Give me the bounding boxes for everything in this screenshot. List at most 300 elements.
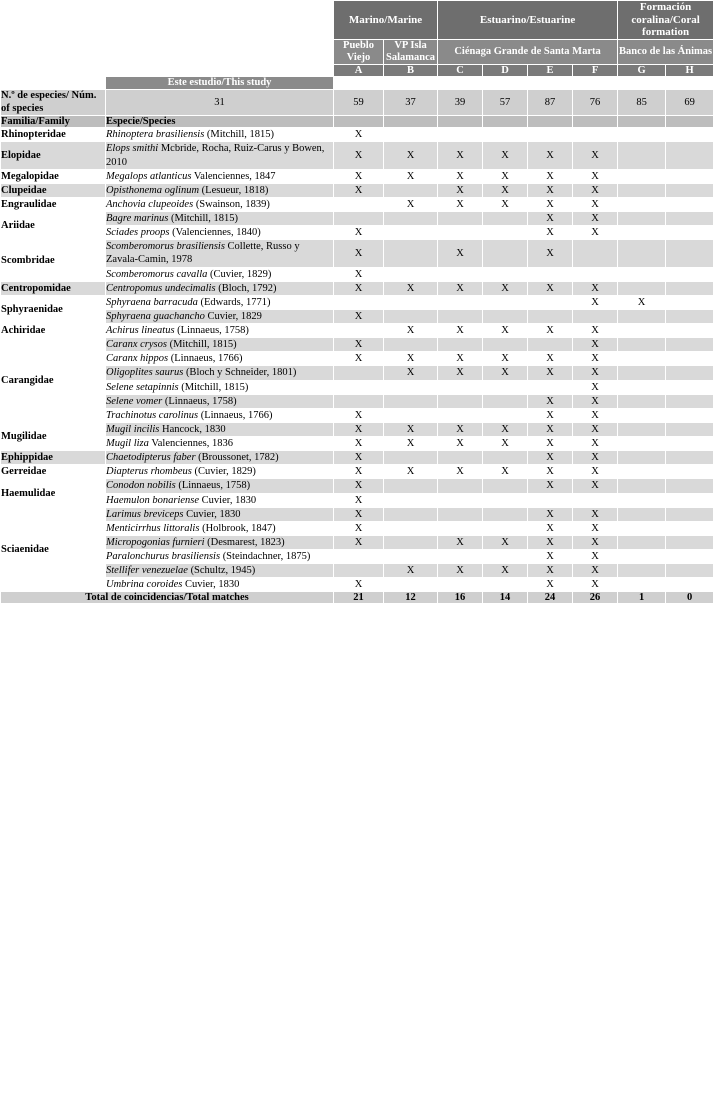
- species-cell: Oligoplites saurus (Bloch y Schneider, 1801): [106, 366, 334, 380]
- mark-cell-h: [666, 422, 713, 436]
- mark-cell-h: [666, 408, 713, 422]
- mark-cell-b: [384, 240, 438, 267]
- species-binomial: Oligoplites saurus: [106, 367, 184, 379]
- header-group-coral: Formación coralina/Coral formation: [618, 1, 713, 40]
- header-letter-g: G: [618, 65, 666, 77]
- mark-cell-h: [666, 507, 713, 521]
- mark-cell-g: [618, 408, 666, 422]
- mark-cell-h: [666, 212, 713, 226]
- family-cell: Carangidae: [1, 338, 106, 423]
- total-d: 14: [483, 592, 528, 604]
- species-binomial: Micropogonias furnieri: [106, 536, 205, 548]
- mark-cell-f: [573, 240, 618, 267]
- mark-cell-d: X: [483, 422, 528, 436]
- mark-cell-f: [573, 493, 618, 507]
- mark-cell-c: [438, 267, 483, 281]
- mark-cell-f: X: [573, 366, 618, 380]
- table-row: [1, 197, 713, 211]
- species-cell: Achirus lineatus (Linnaeus, 1758): [106, 324, 334, 338]
- family-cell: Haemulidae: [1, 479, 106, 507]
- row-column-labels: [1, 116, 713, 128]
- mark-cell-b: X: [384, 465, 438, 479]
- table-row: [1, 295, 713, 309]
- mark-cell-d: [483, 212, 528, 226]
- species-cell: Scomberomorus brasiliensis Collette, Russo y Zavala-Camin, 1978: [106, 240, 334, 267]
- mark-cell-h: [666, 550, 713, 564]
- mark-cell-d: X: [483, 281, 528, 295]
- species-cell: Selene vomer (Linnaeus, 1758): [106, 394, 334, 408]
- species-cell: Paralonchurus brasiliensis (Steindachner, 1875): [106, 550, 334, 564]
- header-corner-blank: [1, 1, 334, 77]
- mark-cell-e: X: [528, 394, 573, 408]
- mark-cell-e: X: [528, 197, 573, 211]
- header-site-banco: Banco de las Ánimas: [618, 39, 713, 64]
- mark-cell-b: [384, 507, 438, 521]
- mark-cell-d: X: [483, 437, 528, 451]
- species-binomial: Chaetodipterus faber: [106, 452, 196, 464]
- mark-cell-f: X: [573, 535, 618, 549]
- mark-cell-g: [618, 183, 666, 197]
- mark-cell-b: [384, 128, 438, 142]
- mark-cell-b: [384, 408, 438, 422]
- this-study-blank-right: [334, 77, 713, 90]
- species-binomial: Diapterus rhombeus: [106, 466, 192, 478]
- mark-cell-c: [438, 212, 483, 226]
- mark-cell-c: X: [438, 422, 483, 436]
- mark-cell-a: X: [334, 451, 384, 465]
- table-row: [1, 507, 713, 521]
- mark-cell-h: [666, 493, 713, 507]
- mark-cell-h: [666, 578, 713, 592]
- mark-cell-b: [384, 267, 438, 281]
- table-row: [1, 309, 713, 323]
- mark-cell-h: [666, 535, 713, 549]
- mark-cell-c: [438, 493, 483, 507]
- mark-cell-c: [438, 338, 483, 352]
- column-label-blank-e: [528, 116, 573, 128]
- mark-cell-b: [384, 183, 438, 197]
- column-label-family: Familia/Family: [1, 116, 106, 128]
- mark-cell-e: X: [528, 212, 573, 226]
- mark-cell-g: [618, 240, 666, 267]
- family-cell: Sciaenidae: [1, 507, 106, 592]
- header-group-marine: Marino/Marine: [334, 1, 438, 40]
- mark-cell-h: [666, 169, 713, 183]
- mark-cell-e: X: [528, 422, 573, 436]
- mark-cell-e: X: [528, 169, 573, 183]
- mark-cell-e: X: [528, 240, 573, 267]
- mark-cell-a: X: [334, 142, 384, 169]
- table-row: [1, 422, 713, 436]
- mark-cell-e: X: [528, 226, 573, 240]
- mark-cell-a: X: [334, 507, 384, 521]
- mark-cell-a: X: [334, 309, 384, 323]
- mark-cell-c: X: [438, 465, 483, 479]
- mark-cell-f: X: [573, 507, 618, 521]
- table-row: [1, 550, 713, 564]
- mark-cell-h: [666, 197, 713, 211]
- mark-cell-f: X: [573, 564, 618, 578]
- header-letter-h: H: [666, 65, 713, 77]
- total-h: 0: [666, 592, 713, 604]
- mark-cell-h: [666, 183, 713, 197]
- mark-cell-a: [334, 394, 384, 408]
- mark-cell-e: X: [528, 578, 573, 592]
- mark-cell-c: X: [438, 169, 483, 183]
- mark-cell-h: [666, 521, 713, 535]
- species-binomial: Conodon nobilis: [106, 480, 176, 492]
- species-binomial: Trachinotus carolinus: [106, 409, 199, 421]
- table-row: [1, 521, 713, 535]
- header-this-study: Este estudio/This study: [106, 77, 334, 90]
- mark-cell-a: X: [334, 422, 384, 436]
- mark-cell-d: [483, 380, 528, 394]
- mark-cell-d: [483, 128, 528, 142]
- mark-cell-a: [334, 564, 384, 578]
- mark-cell-b: [384, 493, 438, 507]
- table-row: [1, 366, 713, 380]
- mark-cell-f: X: [573, 422, 618, 436]
- table-row: [1, 465, 713, 479]
- mark-cell-e: X: [528, 521, 573, 535]
- mark-cell-e: X: [528, 408, 573, 422]
- species-cell: Sphyraena barracuda (Edwards, 1771): [106, 295, 334, 309]
- mark-cell-c: [438, 521, 483, 535]
- mark-cell-g: [618, 465, 666, 479]
- table-row: [1, 281, 713, 295]
- mark-cell-a: X: [334, 169, 384, 183]
- species-binomial: Selene setapinnis: [106, 381, 179, 393]
- mark-cell-c: [438, 507, 483, 521]
- mark-cell-h: [666, 128, 713, 142]
- table-row: [1, 535, 713, 549]
- mark-cell-f: X: [573, 451, 618, 465]
- mark-cell-d: [483, 451, 528, 465]
- mark-cell-g: [618, 493, 666, 507]
- num-species-this-study: 31: [106, 90, 334, 116]
- total-b: 12: [384, 592, 438, 604]
- mark-cell-e: X: [528, 550, 573, 564]
- total-g: 1: [618, 592, 666, 604]
- mark-cell-d: [483, 267, 528, 281]
- mark-cell-f: X: [573, 550, 618, 564]
- mark-cell-b: X: [384, 352, 438, 366]
- mark-cell-f: X: [573, 408, 618, 422]
- table-row: [1, 564, 713, 578]
- this-study-blank-left: [1, 77, 106, 90]
- mark-cell-f: X: [573, 352, 618, 366]
- mark-cell-a: X: [334, 493, 384, 507]
- header-letter-d: D: [483, 65, 528, 77]
- total-f: 26: [573, 592, 618, 604]
- mark-cell-g: [618, 507, 666, 521]
- species-cell: Centropomus undecimalis (Bloch, 1792): [106, 281, 334, 295]
- mark-cell-g: [618, 380, 666, 394]
- mark-cell-a: X: [334, 535, 384, 549]
- family-cell: Engraulidae: [1, 197, 106, 211]
- species-binomial: Opisthonema oglinum: [106, 184, 200, 196]
- table-row: [1, 352, 713, 366]
- species-cell: Menticirrhus littoralis (Holbrook, 1847): [106, 521, 334, 535]
- mark-cell-f: X: [573, 169, 618, 183]
- mark-cell-a: X: [334, 408, 384, 422]
- mark-cell-g: [618, 197, 666, 211]
- table-footer: [1, 592, 713, 604]
- family-cell: Gerreidae: [1, 465, 106, 479]
- species-binomial: Mugil incilis: [106, 423, 160, 435]
- total-label: Total de coincidencias/Total matches: [1, 592, 334, 604]
- mark-cell-c: [438, 408, 483, 422]
- mark-cell-b: [384, 535, 438, 549]
- family-cell: Rhinopteridae: [1, 128, 106, 142]
- mark-cell-g: [618, 212, 666, 226]
- mark-cell-h: [666, 338, 713, 352]
- mark-cell-h: [666, 226, 713, 240]
- mark-cell-c: X: [438, 366, 483, 380]
- mark-cell-c: X: [438, 142, 483, 169]
- mark-cell-g: [618, 550, 666, 564]
- mark-cell-h: [666, 564, 713, 578]
- family-cell: Elopidae: [1, 142, 106, 169]
- mark-cell-e: [528, 493, 573, 507]
- table-row: [1, 380, 713, 394]
- species-binomial: Mugil liza: [106, 438, 149, 450]
- mark-cell-e: X: [528, 352, 573, 366]
- mark-cell-h: [666, 267, 713, 281]
- mark-cell-f: X: [573, 465, 618, 479]
- mark-cell-d: X: [483, 465, 528, 479]
- mark-cell-h: [666, 352, 713, 366]
- mark-cell-c: X: [438, 535, 483, 549]
- mark-cell-c: X: [438, 564, 483, 578]
- header-letter-a: A: [334, 65, 384, 77]
- mark-cell-a: [334, 550, 384, 564]
- mark-cell-d: X: [483, 142, 528, 169]
- mark-cell-d: [483, 521, 528, 535]
- mark-cell-b: [384, 451, 438, 465]
- mark-cell-f: X: [573, 281, 618, 295]
- mark-cell-a: [334, 295, 384, 309]
- table-row: [1, 128, 713, 142]
- mark-cell-b: X: [384, 169, 438, 183]
- mark-cell-d: [483, 408, 528, 422]
- mark-cell-c: [438, 128, 483, 142]
- mark-cell-g: [618, 352, 666, 366]
- mark-cell-d: X: [483, 366, 528, 380]
- column-label-blank-c: [438, 116, 483, 128]
- row-num-species: [1, 90, 713, 116]
- mark-cell-a: [334, 366, 384, 380]
- table-row: [1, 394, 713, 408]
- species-binomial: Centropomus undecimalis: [106, 282, 216, 294]
- mark-cell-h: [666, 465, 713, 479]
- mark-cell-f: X: [573, 212, 618, 226]
- table-row: [1, 169, 713, 183]
- mark-cell-g: [618, 521, 666, 535]
- mark-cell-g: [618, 338, 666, 352]
- species-cell: Bagre marinus (Mitchill, 1815): [106, 212, 334, 226]
- header-row-groups: [1, 1, 713, 40]
- mark-cell-a: [334, 324, 384, 338]
- mark-cell-a: X: [334, 338, 384, 352]
- mark-cell-h: [666, 394, 713, 408]
- table-row: [1, 451, 713, 465]
- species-cell: Megalops atlanticus Valenciennes, 1847: [106, 169, 334, 183]
- family-cell: Megalopidae: [1, 169, 106, 183]
- mark-cell-c: [438, 578, 483, 592]
- mark-cell-c: [438, 226, 483, 240]
- mark-cell-e: [528, 295, 573, 309]
- mark-cell-b: [384, 394, 438, 408]
- family-cell: Achiridae: [1, 324, 106, 338]
- species-binomial: Sphyraena barracuda: [106, 296, 198, 308]
- table-row: [1, 212, 713, 226]
- mark-cell-d: [483, 309, 528, 323]
- mark-cell-a: X: [334, 479, 384, 493]
- mark-cell-f: [573, 309, 618, 323]
- column-label-blank-f: [573, 116, 618, 128]
- mark-cell-f: X: [573, 338, 618, 352]
- mark-cell-a: X: [334, 521, 384, 535]
- mark-cell-h: [666, 309, 713, 323]
- species-binomial: Sphyraena guachancho: [106, 310, 205, 322]
- mark-cell-c: [438, 295, 483, 309]
- column-label-blank-a: [334, 116, 384, 128]
- species-cell: Elops smithi Mcbride, Rocha, Ruiz-Carus y Bowen, 2010: [106, 142, 334, 169]
- mark-cell-g: [618, 128, 666, 142]
- mark-cell-g: [618, 479, 666, 493]
- species-binomial: Caranx hippos: [106, 353, 169, 365]
- species-cell: Micropogonias furnieri (Desmarest, 1823): [106, 535, 334, 549]
- mark-cell-c: [438, 309, 483, 323]
- mark-cell-a: [334, 197, 384, 211]
- mark-cell-d: X: [483, 183, 528, 197]
- table-row: [1, 479, 713, 493]
- mark-cell-c: X: [438, 183, 483, 197]
- header-site-vp-isla-salamanca-b: VP Isla Salamanca: [384, 39, 438, 64]
- mark-cell-g: [618, 366, 666, 380]
- mark-cell-g: [618, 535, 666, 549]
- mark-cell-e: [528, 309, 573, 323]
- mark-cell-d: X: [483, 197, 528, 211]
- header-letter-c: C: [438, 65, 483, 77]
- mark-cell-e: X: [528, 564, 573, 578]
- species-binomial: Selene vomer: [106, 395, 163, 407]
- mark-cell-e: [528, 128, 573, 142]
- species-cell: Selene setapinnis (Mitchill, 1815): [106, 380, 334, 394]
- mark-cell-b: [384, 295, 438, 309]
- family-cell: Ariidae: [1, 212, 106, 240]
- table-row: [1, 183, 713, 197]
- table-row: [1, 324, 713, 338]
- mark-cell-f: X: [573, 521, 618, 535]
- num-species-c: 39: [438, 90, 483, 116]
- mark-cell-f: X: [573, 394, 618, 408]
- species-cell: Caranx hippos (Linnaeus, 1766): [106, 352, 334, 366]
- mark-cell-b: [384, 521, 438, 535]
- num-species-g: 85: [618, 90, 666, 116]
- mark-cell-b: [384, 338, 438, 352]
- mark-cell-e: X: [528, 507, 573, 521]
- mark-cell-e: X: [528, 324, 573, 338]
- mark-cell-a: [334, 380, 384, 394]
- mark-cell-g: [618, 324, 666, 338]
- mark-cell-f: X: [573, 578, 618, 592]
- mark-cell-e: X: [528, 142, 573, 169]
- mark-cell-h: [666, 324, 713, 338]
- species-binomial: Elops smithi: [106, 143, 159, 155]
- mark-cell-f: [573, 267, 618, 281]
- mark-cell-a: X: [334, 183, 384, 197]
- mark-cell-d: [483, 550, 528, 564]
- header-site-cienaga: Ciénaga Grande de Santa Marta: [438, 39, 618, 64]
- mark-cell-h: [666, 451, 713, 465]
- family-cell: Centropomidae: [1, 281, 106, 295]
- mark-cell-g: [618, 169, 666, 183]
- mark-cell-g: [618, 437, 666, 451]
- mark-cell-f: X: [573, 437, 618, 451]
- mark-cell-b: [384, 479, 438, 493]
- mark-cell-g: [618, 142, 666, 169]
- species-binomial: Achirus lineatus: [106, 325, 175, 337]
- mark-cell-c: [438, 451, 483, 465]
- mark-cell-e: X: [528, 183, 573, 197]
- species-binomial: Stellifer venezuelae: [106, 565, 188, 577]
- mark-cell-d: X: [483, 324, 528, 338]
- mark-cell-d: [483, 338, 528, 352]
- mark-cell-g: X: [618, 295, 666, 309]
- mark-cell-d: [483, 394, 528, 408]
- mark-cell-a: X: [334, 281, 384, 295]
- mark-cell-a: X: [334, 240, 384, 267]
- mark-cell-b: [384, 309, 438, 323]
- species-cell: Stellifer venezuelae (Schultz, 1945): [106, 564, 334, 578]
- species-binomial: Rhinoptera brasiliensis: [106, 129, 205, 141]
- mark-cell-b: X: [384, 437, 438, 451]
- family-cell: Mugilidae: [1, 422, 106, 450]
- mark-cell-c: X: [438, 281, 483, 295]
- mark-cell-c: X: [438, 240, 483, 267]
- species-cell: Diapterus rhombeus (Cuvier, 1829): [106, 465, 334, 479]
- mark-cell-a: [334, 212, 384, 226]
- mark-cell-b: X: [384, 142, 438, 169]
- header-site-pueblo-viejo: Pueblo Viejo: [334, 39, 384, 64]
- species-cell: Trachinotus carolinus (Linnaeus, 1766): [106, 408, 334, 422]
- mark-cell-b: [384, 578, 438, 592]
- mark-cell-e: [528, 380, 573, 394]
- mark-cell-d: X: [483, 564, 528, 578]
- mark-cell-g: [618, 267, 666, 281]
- mark-cell-b: [384, 380, 438, 394]
- mark-cell-a: X: [334, 128, 384, 142]
- mark-cell-a: X: [334, 465, 384, 479]
- mark-cell-e: [528, 338, 573, 352]
- mark-cell-g: [618, 226, 666, 240]
- species-cell: Mugil liza Valenciennes, 1836: [106, 437, 334, 451]
- mark-cell-b: [384, 212, 438, 226]
- table-row: [1, 226, 713, 240]
- mark-cell-e: X: [528, 281, 573, 295]
- mark-cell-e: X: [528, 451, 573, 465]
- species-binomial: Paralonchurus brasiliensis: [106, 551, 221, 563]
- species-binomial: Umbrina coroides: [106, 579, 183, 591]
- mark-cell-c: [438, 380, 483, 394]
- mark-cell-c: [438, 550, 483, 564]
- mark-cell-d: X: [483, 535, 528, 549]
- species-binomial: Caranx crysos: [106, 339, 167, 351]
- mark-cell-f: X: [573, 295, 618, 309]
- table-row: [1, 408, 713, 422]
